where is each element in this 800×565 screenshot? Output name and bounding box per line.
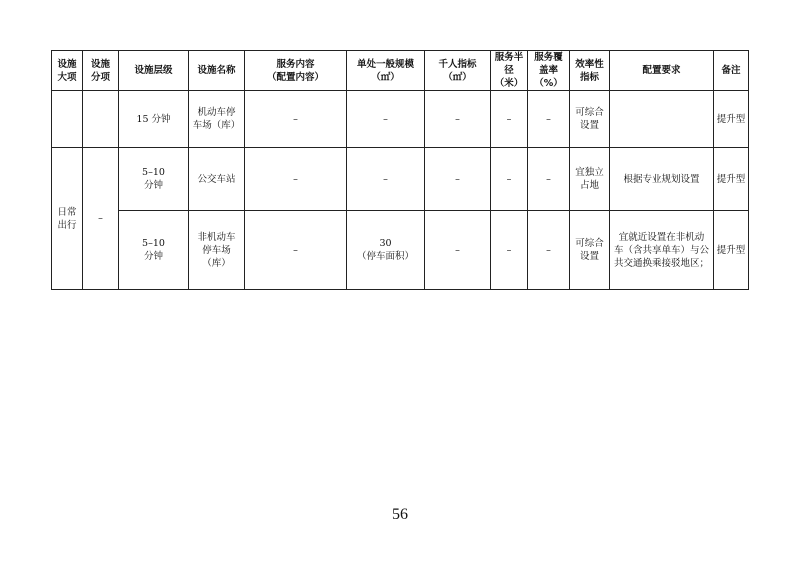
cell-coverage: – — [528, 91, 570, 148]
cell-requirement — [610, 91, 714, 148]
header-coverage: 服务覆 盖率 （%） — [528, 51, 570, 91]
cell-coverage: – — [528, 211, 570, 290]
cell-category-blank — [52, 91, 83, 148]
cell-level: 5–10 分钟 — [119, 148, 189, 211]
table-row — [52, 211, 749, 290]
header-scale: 单处一般规模 （㎡） — [347, 51, 425, 91]
cell-content: – — [245, 148, 347, 211]
cell-efficiency: 宜独立 占地 — [570, 148, 610, 211]
cell-content: – — [245, 91, 347, 148]
cell-per-thousand: – — [425, 148, 491, 211]
cell-level: 15 分钟 — [119, 91, 189, 148]
cell-radius: – — [491, 211, 528, 290]
cell-category: 日常 出行 — [52, 148, 83, 290]
header-row — [52, 51, 749, 91]
cell-radius: – — [491, 148, 528, 211]
header-note: 备注 — [714, 51, 749, 91]
header-subcategory: 设施 分项 — [83, 51, 119, 91]
header-content: 服务内容 （配置内容） — [245, 51, 347, 91]
cell-requirement: 根据专业规划设置 — [610, 148, 714, 211]
table-row — [52, 91, 749, 148]
cell-note: 提升型 — [714, 91, 749, 148]
cell-note: 提升型 — [714, 211, 749, 290]
cell-requirement: 宜就近设置在非机动 车（含共享单车）与公 共交通换乘接驳地区； — [610, 211, 714, 290]
cell-subcategory-blank — [83, 91, 119, 148]
cell-name: 非机动车 停车场 （库） — [189, 211, 245, 290]
cell-per-thousand: – — [425, 91, 491, 148]
cell-coverage: – — [528, 148, 570, 211]
table-row — [52, 148, 749, 211]
facility-spec-table — [51, 50, 749, 290]
cell-scale: – — [347, 148, 425, 211]
cell-name: 机动车停 车场（库） — [189, 91, 245, 148]
cell-efficiency: 可综合 设置 — [570, 91, 610, 148]
header-level: 设施层级 — [119, 51, 189, 91]
cell-efficiency: 可综合 设置 — [570, 211, 610, 290]
header-category: 设施 大项 — [52, 51, 83, 91]
header-per-thousand: 千人指标 （㎡） — [425, 51, 491, 91]
header-radius: 服务半 径 （米） — [491, 51, 528, 91]
cell-note: 提升型 — [714, 148, 749, 211]
cell-content: – — [245, 211, 347, 290]
cell-radius: – — [491, 91, 528, 148]
cell-name: 公交车站 — [189, 148, 245, 211]
cell-subcategory: – — [83, 148, 119, 290]
page-number: 56 — [392, 506, 408, 523]
cell-scale: – — [347, 91, 425, 148]
header-requirement: 配置要求 — [610, 51, 714, 91]
header-name: 设施名称 — [189, 51, 245, 91]
header-efficiency: 效率性 指标 — [570, 51, 610, 91]
cell-per-thousand: – — [425, 211, 491, 290]
cell-scale: 30 （停车面积） — [347, 211, 425, 290]
cell-level: 5–10 分钟 — [119, 211, 189, 290]
